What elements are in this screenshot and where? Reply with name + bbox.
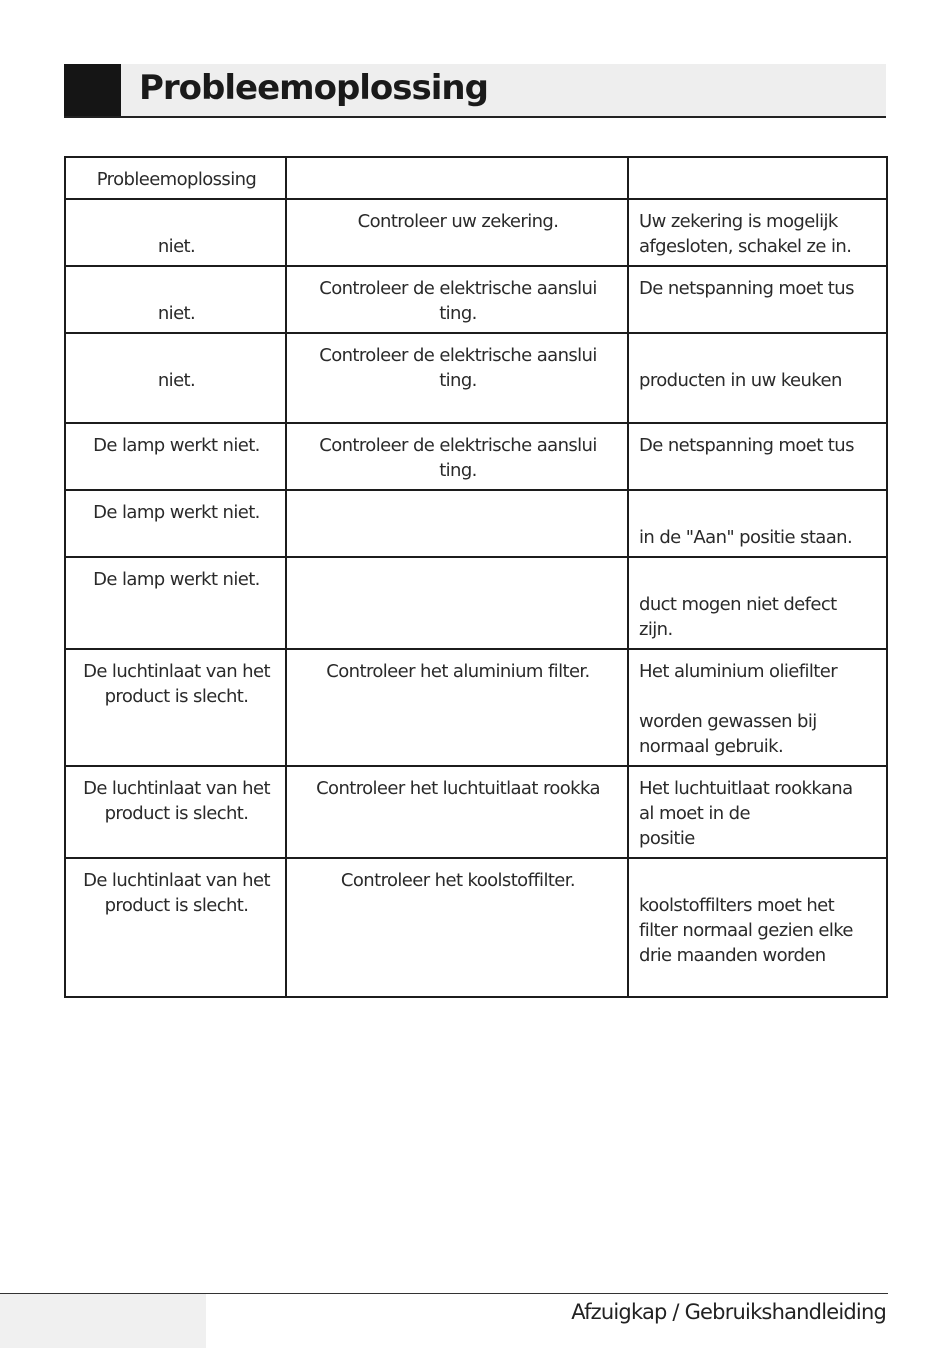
table-row [65,266,887,333]
cell-solution: producten in uw keuken [639,370,842,391]
table-row [65,423,887,490]
cell-solution: De netspanning moet tus [639,435,854,456]
cell-solution: koolstoffilters moet het filter normaal gezien elke drie maanden worden [639,895,853,966]
footer-label: Afzuigkap / Gebruikshandleiding [571,1300,886,1324]
table-row [65,490,887,557]
cell-cause: Controleer de elektrische aanslui ting. [319,435,597,481]
cell-cause: Controleer uw zekering. [357,211,559,232]
cell-cause: Controleer het aluminium filter. [326,661,590,682]
table-row [65,766,887,858]
header-cell-solution [628,157,887,199]
footer-page-tab [0,1294,206,1348]
cell-solution: duct mogen niet defect zijn. [639,594,837,640]
troubleshooting-table [64,156,888,998]
cell-problem: De lamp werkt niet. [93,569,260,590]
cell-problem: De luchtinlaat van het product is slecht. [83,661,270,707]
table-row [65,557,887,649]
cell-solution: De netspanning moet tus [639,278,854,299]
header-black-block [64,64,121,116]
table-row [65,333,887,423]
cell-problem: niet. [157,303,196,324]
page-title: Probleemoplossing [139,68,488,108]
cell-cause: Controleer de elektrische aanslui ting. [319,345,597,391]
cell-cause: Controleer het koolstoffilter. [340,870,576,891]
section-header [64,64,886,118]
cell-solution: Het luchtuitlaat rookkana al moet in de positie [639,778,853,849]
cell-problem: De luchtinlaat van het product is slecht. [83,778,270,824]
cell-cause: Controleer het luchtuitlaat rookka [316,778,600,799]
cell-cause: Controleer de elektrische aanslui ting. [319,278,597,324]
cell-problem: De lamp werkt niet. [93,502,260,523]
table-row [65,649,887,766]
cell-solution: Uw zekering is mogelijk afgesloten, schakel ze in. [639,211,852,257]
cell-problem: niet. [157,236,196,257]
header-cell-problem: Probleemoplossing [65,157,286,199]
table-row [65,858,887,997]
cell-problem: De lamp werkt niet. [93,435,260,456]
header-cell-cause [286,157,628,199]
cell-solution: in de "Aan" positie staan. [639,527,853,548]
table-header-row [65,157,887,199]
table-row [65,199,887,266]
cell-problem: niet. [157,370,196,391]
cell-solution: Het aluminium oliefilter worden gewassen bij normaal gebruik. [639,661,837,757]
cell-problem: De luchtinlaat van het product is slecht. [83,870,270,916]
